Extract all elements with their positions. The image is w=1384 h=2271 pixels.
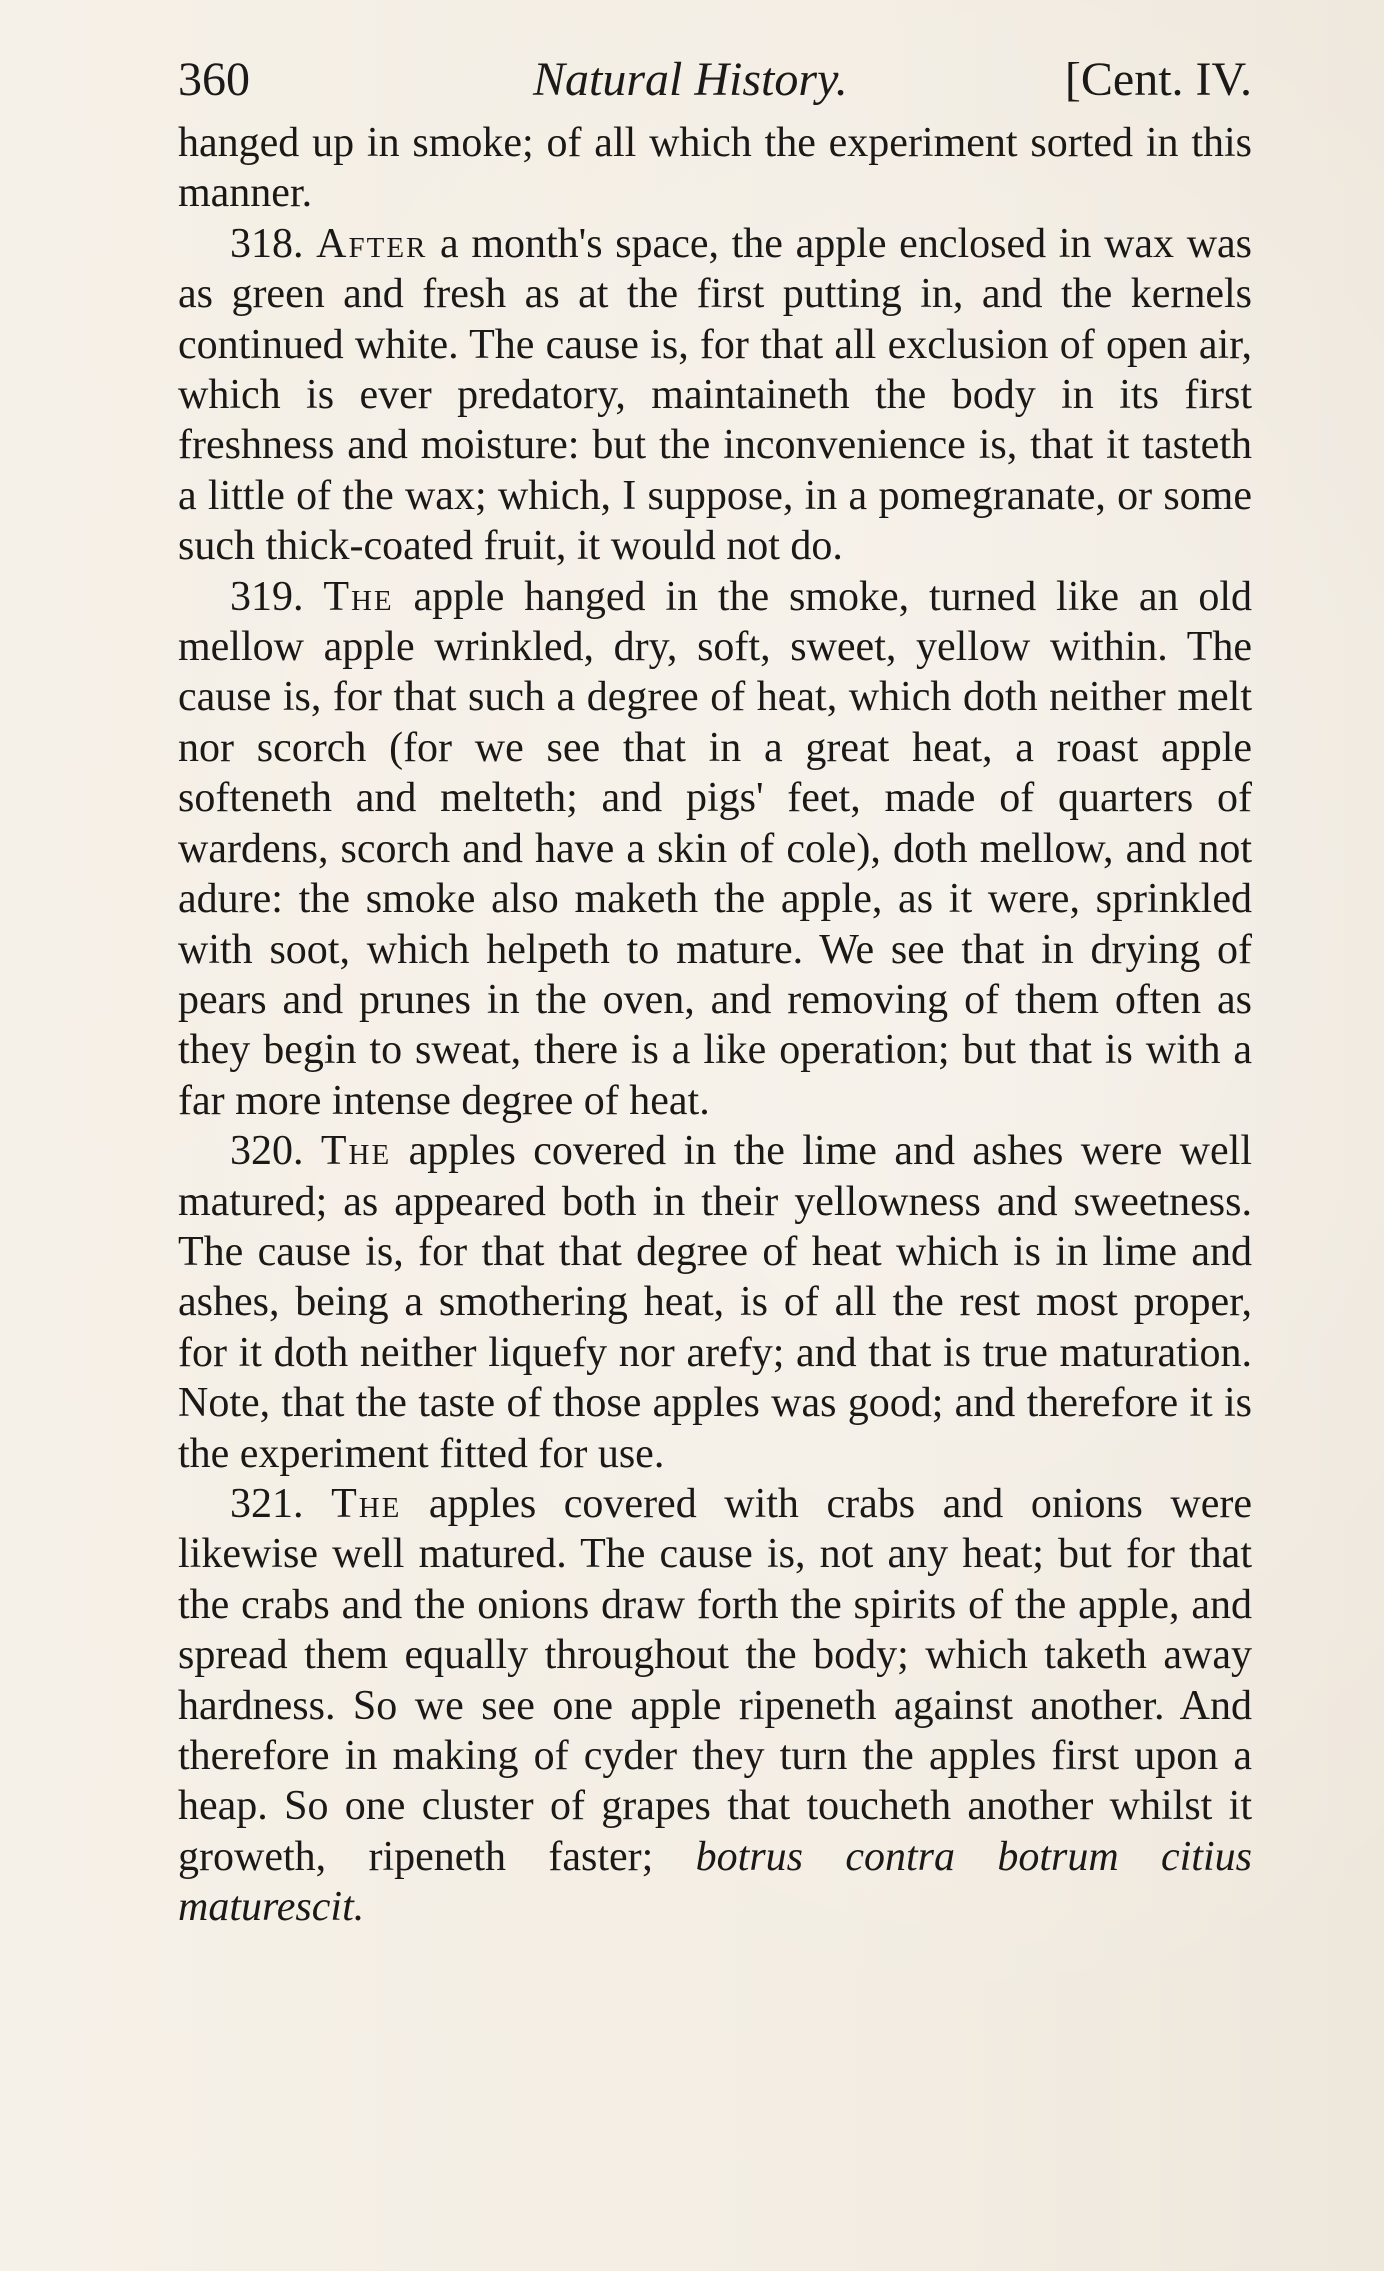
- intro-paragraph: hanged up in smoke; of all which the experiment sorted in this manner.: [178, 120, 1252, 217]
- section-first-word: The: [320, 1128, 392, 1175]
- section-first-word: The: [331, 1480, 402, 1527]
- section-320: [178, 1126, 1252, 1479]
- latin-quote: botrus contra botrum citius maturescit.: [178, 1833, 1252, 1931]
- body-text: [178, 118, 1252, 1933]
- section-number: 321.: [230, 1480, 304, 1527]
- section-321: [178, 1479, 1252, 1933]
- section-text: apple hanged in the smoke, turned like an old mellow apple wrinkled, dry, soft, sweet, yellow within. The cause is, for that such a degree of heat, which doth neither melt nor scorch (for we see that in a great heat, a roast apple softeneth and melteth; and pigs' feet, made of quarters of wardens, scorch and have a skin of cole), doth mellow, and not adure: the smoke also maketh the apple, as it were, sprinkled with soot, which helpeth to mature. We see that in drying of pears and prunes in the oven, and removing of them often as they begin to sweat, there is a like operation; but that is with a far more intense degree of heat.: [178, 573, 1252, 1124]
- section-text: a month's space, the apple enclosed in wax was as green and fresh as at the first putting in, and the kernels continued white. The cause is, for that all exclusion of open air, which is ever predatory, maintaineth the body in its first freshness and moisture: but the inconvenience is, that it tasteth a little of the wax; which, I suppose, in a pomegranate, or some such thick-coated fruit, it would not do.: [178, 220, 1253, 570]
- section-first-word: The: [323, 573, 394, 620]
- section-number: 320.: [230, 1128, 304, 1175]
- century-label: [Cent. IV.: [1064, 53, 1252, 106]
- section-first-word: After: [316, 220, 428, 267]
- section-number: 318.: [230, 220, 304, 267]
- section-number: 319.: [230, 573, 304, 620]
- section-319: [178, 572, 1252, 1126]
- page-header: [178, 52, 1252, 122]
- running-title: Natural History.: [533, 53, 848, 106]
- section-318: [178, 219, 1252, 572]
- page-number: 360: [178, 53, 250, 106]
- section-text: apples covered in the lime and ashes were well matured; as appeared both in their yellowness and sweetness. The cause is, for that that degree of heat which is in lime and ashes, being a smothering heat, is of all the rest most proper, for it doth neither liquefy nor arefy; and that is true maturation. Note, that the taste of those apples was good; and therefore it is the experiment fitted for use.: [178, 1128, 1252, 1477]
- section-text: apples covered with crabs and onions were likewise well matured. The cause is, not any heat; but for that the crabs and the onions draw forth the spirits of the apple, and spread them equally throughout the body; which taketh away hardness. So we see one apple ripeneth against another. And therefore in making of cyder they turn the apples first upon a heap. So one cluster of grapes that toucheth another whilst it groweth, ripeneth faster;: [178, 1480, 1253, 1880]
